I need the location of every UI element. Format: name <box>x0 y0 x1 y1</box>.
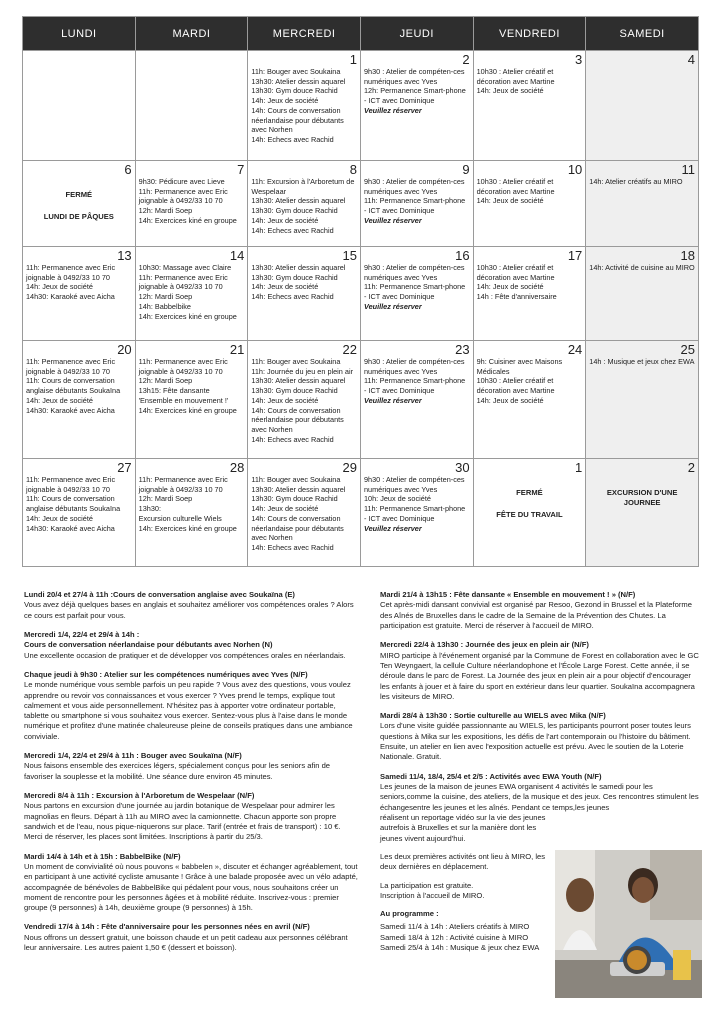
day-closed-label: FERMÉ <box>516 488 543 497</box>
day-number: 8 <box>349 162 357 177</box>
day-header-samedi: SAMEDI <box>586 17 699 51</box>
event-entry: 11h: Excursion à l'Arboretum de Wespelaar <box>251 177 355 196</box>
event-entry: 13h30: Atelier dessin aquarel <box>251 196 346 206</box>
event-entry: 12h: Mardi Soep <box>138 376 193 386</box>
day-number <box>26 53 132 66</box>
calendar-day-cell <box>473 341 586 459</box>
photo-illustration <box>555 850 702 998</box>
event-entry: 10h30 : Atelier créatif et décoration avec Martine <box>476 263 555 282</box>
calendar-day-cell <box>586 247 699 341</box>
calendar-day-cell <box>248 459 361 567</box>
day-number: 24 <box>567 342 583 357</box>
event-entry: 13h30: Gym douce Rachid <box>251 272 338 282</box>
event-entry: 14h: Echecs avec Rachid <box>251 434 334 444</box>
event-entry: 12h: Mardi Soep <box>138 494 193 504</box>
calendar-day-cell <box>473 161 586 247</box>
event-entry: 11h: Permanence Smart-phone - ICT avec Dominique <box>363 196 466 216</box>
day-number: 11 <box>681 162 695 177</box>
day-header-jeudi: JEUDI <box>360 17 473 51</box>
event-entry: 10h30 : Atelier créatif et décoration avec Martine <box>476 376 555 396</box>
calendar-week-row <box>23 247 699 341</box>
activity-description <box>380 711 700 763</box>
ewa-program-title: Au programme : <box>380 909 439 919</box>
event-entry: 14h: Exercices kiné en groupe <box>138 523 237 533</box>
day-number: 22 <box>342 342 357 357</box>
day-number: 20 <box>117 342 132 357</box>
calendar-day-cell <box>248 51 361 161</box>
event-entry: 11h: Bouger avec Soukaina <box>251 67 341 76</box>
calendar-day-cell <box>360 341 473 459</box>
ewa-intro: Les jeunes de la maison de jeunes EWA organisent 4 activités le samedi pour les seniors,comme la cuisine, des ateliers, de la musique et des jeux. Ces rencontres stimulent les échangesentre les jeunes et les aînés. Pendant ce temps,les jeunes <box>380 782 699 812</box>
event-entry: 13h30: Gym douce Rachid <box>251 206 338 216</box>
calendar-day-cell <box>360 247 473 341</box>
event-entry: 13h30: Gym douce Rachid <box>251 494 338 504</box>
calendar-day-cell <box>360 161 473 247</box>
event-entry: 13h30: Atelier dessin aquarel <box>251 484 346 494</box>
event-entry: 13h30: Atelier dessin aquarel <box>251 376 346 386</box>
calendar-day-cell <box>23 247 136 341</box>
event-entry: 12h: Mardi Soep <box>138 292 193 302</box>
calendar-week-row <box>23 161 699 247</box>
activity-body: Un moment de convivialité où nous pouvons « babbelen », discuter et échanger agréablement, tout en participant à une activité cycliste amusante ! Grâce à une balade proposée avec un vélo adapté, accompagnée de bénévoles de BabbelBike qui pédalent pour vous, nous souhaitons créer un moment de rencontre pour les personnes âgées et à mobilité réduite. Inscrivez-vous : premier groupe (9 personnes) à 14h, deuxième groupe (9 personnes) à 15h. <box>24 861 358 913</box>
event-entry: 13h30: <box>138 504 161 514</box>
day-number <box>139 53 245 66</box>
day-number: 25 <box>680 342 695 357</box>
day-number: 1 <box>349 52 357 67</box>
ewa-p2: Les deux premières activités ont lieu à MIRO, les deux dernières en déplacement. <box>380 851 546 872</box>
day-number: 1 <box>575 460 583 475</box>
day-number: 17 <box>567 248 583 263</box>
event-entry: 9h30 : Atelier de compéten-ces numériques avec Yves <box>363 263 465 282</box>
activity-title: Mardi 21/4 à 13h15 : Fête dansante « Ensemble en mouvement ! » (N/F) <box>380 590 636 599</box>
activity-body: Nous faisons ensemble des exercices légers, spécialement conçus pour les seniors afin de favoriser la souplesse et la mobilité. Une séance dure environ 45 minutes. <box>24 761 331 781</box>
day-number: 13 <box>117 248 132 263</box>
event-entry: 9h30 : Atelier de compéten-ces numériques avec Yves <box>363 67 465 86</box>
activity-body: MIRO participe à l'événement organisé par la Commune de Forest en collaboration avec le GC Ten Weyngaert, la cellule Culture néerlandophone et l'École Large Forest. Cette année, il se déroule dans le parc de Forest. La Journée des jeux en plein air a pour objectif d'encourager les enfants à jouer et à faire du sport en extérieur dans leur quartier. Soukaïna accompagnera les visiteurs de MIRO. <box>380 650 699 701</box>
event-entry: 14h: Jeux de société <box>476 282 544 292</box>
day-number: 14 <box>229 248 245 263</box>
event-entry: 11h: Permanence avec Eric joignable à 0492/33 10 70 <box>138 357 228 376</box>
calendar-day-cell <box>248 161 361 247</box>
activity-body: Cet après-midi dansant convivial est organisé par Resoo, Gezond in Brussel et la Plateforme des Aînés de Bruxelles dans le cadre de la Semaine de la Prévention des Chutes. La participation est gratuite. Merci de réserver à l'accueil de MIRO. <box>380 600 692 630</box>
calendar-week-row <box>23 341 699 459</box>
day-header-vendredi: VENDREDI <box>473 17 586 51</box>
calendar-header-row <box>23 17 699 51</box>
event-entry: 14h: Jeux de société <box>26 395 93 405</box>
event-entry: 10h30 : Atelier créatif et décoration avec Martine <box>476 67 555 86</box>
day-number: 9 <box>462 162 470 177</box>
day-number: 2 <box>462 52 470 67</box>
event-entry: 14h: Jeux de société <box>476 86 544 96</box>
activity-description <box>24 751 359 782</box>
day-number: 29 <box>342 460 357 475</box>
day-number: 30 <box>455 460 470 475</box>
event-entry: 14h: Jeux de société <box>251 395 319 405</box>
event-entry: 11h: Cours de conversation anglaise débutants Soukaïna <box>26 376 121 396</box>
day-number: 2 <box>687 460 695 475</box>
calendar-day-cell <box>360 51 473 161</box>
activity-title: Mardi 14/4 à 14h et à 15h : BabbelBike (N/F) <box>24 851 181 861</box>
event-entry: 13h30: Atelier dessin aquarel <box>251 76 346 86</box>
descriptions-left <box>24 590 359 962</box>
event-entry: 9h30 : Atelier de compéten-ces numériques avec Yves <box>363 475 465 494</box>
event-entry: 14h30: Karaoké avec Aicha <box>26 523 115 533</box>
event-entry: 11h: Permanence avec Eric joignable à 0492/33 10 70 <box>26 475 116 494</box>
ewa-program-item: Samedi 18/4 à 12h : Activité cuisine à MIRO <box>380 932 529 942</box>
activity-body: Une excellente occasion de pratiquer et de développer vos compétences orales en néerlandais. <box>24 650 346 660</box>
ewa-p3: La participation est gratuite. Inscription à l'accueil de MIRO. <box>380 880 485 900</box>
event-entry: 14h: Babbelbike <box>138 301 191 311</box>
event-entry: 14h: Jeux de société <box>251 215 319 225</box>
event-entry: 14h: Cours de conversation néerlandaise pour débutants avec Norhen <box>251 105 344 135</box>
activity-title: Mardi 28/4 à 13h30 : Sortie culturelle au WIELS avec Mika (N/F) <box>380 711 606 721</box>
calendar-day-cell <box>23 51 136 161</box>
event-entry: 14h: Atelier créatifs au MIRO <box>589 177 683 186</box>
activity-description <box>24 630 359 661</box>
event-entry: 14h: Jeux de société <box>251 282 319 292</box>
activity-description <box>24 852 359 914</box>
calendar-week-row <box>23 51 699 161</box>
day-header-mardi: MARDI <box>135 17 248 51</box>
activity-body: Nous partons en excursion d'une journée au jardin botanique de Wespelaar pour admirer les magnolias en fleurs. Départ à 11h au MIRO avec la camionnette. Chacun apporte son propre sandwich et de l'eau, nous pique-niquerons sur place. Tarif (entrée et frais de transport) : 10 €. Merci de réserver, les places sont limitées. Inscriptions à partir du 25/3. <box>24 801 341 842</box>
event-entry: 9h30 : Atelier de compéten-ces numériques avec Yves <box>363 177 465 196</box>
event-entry: 11h: Bouger avec Soukaina <box>251 357 341 366</box>
event-entry: 9h30: Pédicure avec Lieve <box>138 177 225 186</box>
day-number: 18 <box>680 248 695 263</box>
activity-description <box>380 590 700 631</box>
event-entry: 9h30 : Atelier de compéten-ces numériques avec Yves <box>363 357 465 376</box>
activity-body: Lors d'une visite guidée passionnante au WIELS, les participants pourront poser toutes leurs questions à Mika sur les expositions, les défis de l'art contemporain ou l'histoire du bâtiment. Ensuite, un atelier en lien avec l'exposition actuelle est prévu. Avec le soutien de la Loterie Nationale. Gratuit. <box>380 721 691 762</box>
event-entry: 13h15: Fête dansante 'Ensemble en mouvement !' <box>138 386 229 405</box>
event-entry: 12h: Mardi Soep <box>138 206 193 216</box>
calendar-day-cell <box>135 51 248 161</box>
activity-title: Lundi 20/4 et 27/4 à 11h :Cours de conversation anglaise avec Soukaïna (E) <box>24 590 295 599</box>
activity-description <box>24 670 359 742</box>
event-entry: 13h30: Gym douce Rachid <box>251 86 338 96</box>
activity-body: Nous offrons un dessert gratuit, une boisson chaude et un petit cadeau aux personnes célébrant leur anniversaire. Les autres paient 1,50 € (dessert et boisson). <box>24 932 348 953</box>
day-number: 16 <box>455 248 470 263</box>
day-closed-label: EXCURSION D'UNE JOURNEE <box>606 488 678 508</box>
event-entry: 11h: Permanence avec Eric joignable à 0492/33 10 70 <box>138 272 228 292</box>
event-entry: 10h30 : Atelier créatif et décoration avec Martine <box>476 177 555 196</box>
event-entry: 14h: Activité de cuisine au MIRO <box>589 263 695 272</box>
event-entry: 12h: Permanence Smart-phone - ICT avec Dominique <box>363 86 466 106</box>
day-number: 21 <box>229 342 245 357</box>
event-entry: 14h: Echecs avec Rachid <box>251 134 334 144</box>
day-header-mercredi: MERCREDI <box>248 17 361 51</box>
day-closed-label: LUNDI DE PÂQUES <box>43 212 114 222</box>
calendar-day-cell <box>135 341 248 459</box>
calendar-day-cell <box>360 459 473 567</box>
day-number: 28 <box>229 460 245 475</box>
calendar-body <box>23 51 699 567</box>
event-entry: 14h : Fête d'anniversaire <box>476 292 557 302</box>
calendar-day-cell <box>473 459 586 567</box>
event-entry: 14h: Cours de conversation néerlandaise pour débutants avec Norhen <box>251 513 344 543</box>
event-entry: 14h: Jeux de société <box>251 504 319 514</box>
event-entry: 11h: Permanence Smart-phone - ICT avec Dominique <box>363 376 466 396</box>
calendar-day-cell <box>586 161 699 247</box>
day-number: 3 <box>575 52 583 67</box>
activity-description <box>24 922 359 953</box>
event-entry: 14h: Exercices kiné en groupe <box>138 215 237 225</box>
youth-cooking-photo <box>555 850 702 998</box>
calendar-day-cell <box>248 341 361 459</box>
event-entry: 14h : Musique et jeux chez EWA <box>589 357 695 366</box>
ewa-program-item: Samedi 11/4 à 14h : Ateliers créatifs à MIRO <box>380 922 530 932</box>
activity-title: Chaque jeudi à 9h30 : Atelier sur les compétences numériques avec Yves (N/F) <box>24 669 308 679</box>
calendar-day-cell <box>135 247 248 341</box>
event-entry: 14h: Jeux de société <box>476 196 544 206</box>
event-entry: 14h: Echecs avec Rachid <box>251 542 334 552</box>
event-entry: 11h: Permanence avec Eric joignable à 0492/33 10 70 <box>26 263 116 282</box>
day-number: 7 <box>237 162 245 177</box>
event-entry: 14h: Echecs avec Rachid <box>251 225 334 235</box>
reservation-note: Veuillez réserver <box>363 301 422 311</box>
event-entry: 14h: Echecs avec Rachid <box>251 292 334 302</box>
reservation-note: Veuillez réserver <box>363 523 422 533</box>
event-entry: 11h: Cours de conversation anglaise débutants Soukaïna <box>26 494 121 514</box>
activity-title: Mercredi 8/4 à 11h : Excursion à l'Arboretum de Wespelaar (N/F) <box>24 791 255 800</box>
event-entry: 11h: Journée du jeu en plein air <box>251 366 354 376</box>
event-entry: 13h30: Atelier dessin aquarel <box>251 263 346 272</box>
ewa-narrow: réalisent un reportage vidéo sur la vie des jeunes autrefois à Bruxelles et sur la manière dont les jeunes vivent aujourd'hui. <box>380 812 546 843</box>
calendar-day-cell <box>248 247 361 341</box>
calendar-day-cell <box>473 247 586 341</box>
event-entry: 10h: Jeux de société <box>363 494 431 504</box>
event-entry: Excursion culturelle Wiels <box>138 513 222 523</box>
ewa-program-item: Samedi 25/4 à 14h : Musique & jeux chez EWA <box>380 943 540 953</box>
event-entry: 11h: Permanence Smart-phone - ICT avec Dominique <box>363 282 466 302</box>
event-entry: 14h: Jeux de société <box>26 282 93 292</box>
event-entry: 11h: Bouger avec Soukaina <box>251 475 341 484</box>
activity-title: Mercredi 1/4, 22/4 et 29/4 à 14h : Cours de conversation néerlandaise pour débutants avec Norhen (N) <box>24 629 273 650</box>
event-entry: 11h: Permanence Smart-phone - ICT avec Dominique <box>363 504 466 523</box>
reservation-note: Veuillez réserver <box>363 395 422 405</box>
day-number: 15 <box>342 248 357 263</box>
event-entry: 11h: Permanence avec Eric joignable à 0492/33 10 70 <box>138 186 228 206</box>
event-entry: 13h30: Gym douce Rachid <box>251 386 338 396</box>
calendar-day-cell <box>135 161 248 247</box>
event-entry: 14h: Exercices kiné en groupe <box>138 405 237 415</box>
event-entry: 14h: Jeux de société <box>26 513 93 523</box>
calendar-day-cell <box>473 51 586 161</box>
event-entry: 11h: Permanence avec Eric joignable à 0492/33 10 70 <box>138 475 228 494</box>
activity-title: Mercredi 1/4, 22/4 et 29/4 à 11h : Bouger avec Soukaïna (N/F) <box>24 751 242 761</box>
event-entry: 14h: Jeux de société <box>251 96 319 106</box>
reservation-note: Veuillez réserver <box>363 105 422 115</box>
calendar-day-cell <box>23 161 136 247</box>
calendar-table <box>22 16 699 567</box>
activity-description <box>380 640 700 702</box>
activity-description <box>24 791 359 843</box>
day-number: 10 <box>567 162 583 177</box>
calendar-week-row <box>23 459 699 567</box>
activity-description <box>24 590 359 621</box>
day-header-lundi: LUNDI <box>23 17 136 51</box>
activity-title: Vendredi 17/4 à 14h : Fête d'anniversaire pour les personnes nées en avril (N/F) <box>24 922 310 932</box>
event-entry: 14h: Exercices kiné en groupe <box>138 311 237 321</box>
ewa-title: Samedi 11/4, 18/4, 25/4 et 2/5 : Activités avec EWA Youth (N/F) <box>380 771 602 781</box>
event-entry: 14h: Cours de conversation néerlandaise pour débutants avec Norhen <box>251 405 344 434</box>
calendar-day-cell <box>23 459 136 567</box>
reservation-note: Veuillez réserver <box>363 215 422 225</box>
calendar-day-cell <box>586 459 699 567</box>
calendar-day-cell <box>135 459 248 567</box>
activity-title: Mercredi 22/4 à 13h30 : Journée des jeux en plein air (N/F) <box>380 640 589 650</box>
activity-body: Vous avez déjà quelques bases en anglais et souhaitez améliorer vos compétences orales ? Alors ce cours est parfait pour vous. <box>24 600 354 620</box>
activity-body: Le monde numérique vous semble parfois un peu rapide ? Vous avez des questions, vous voulez apprendre ou revoir vos connaissances et vous exercer ? Yves prend le temps, explique tout calmement et vous aide personnellement. N'hésitez pas à apporter votre ordinateur portable, tablette ou smartphone si vous souhaitez vous exercer. Sentez-vous plus à l'aise dans le monde numérique et profitez d'une matinée chaleureuse pleine de conseils pratiques dans une ambiance conviviale. <box>24 680 353 741</box>
event-entry: 14h30: Karaoké avec Aicha <box>26 292 115 302</box>
day-number: 6 <box>124 162 132 177</box>
event-entry: 10h30: Massage avec Claire <box>138 263 232 272</box>
day-number: 27 <box>117 460 132 475</box>
day-closed-label: FERMÉ <box>65 190 93 199</box>
event-entry: 14h: Jeux de société <box>476 395 544 405</box>
calendar-day-cell <box>586 341 699 459</box>
event-entry: 9h: Cuisiner avec Maisons Médicales <box>476 357 563 376</box>
event-entry: 11h: Permanence avec Eric joignable à 0492/33 10 70 <box>26 357 116 376</box>
event-entry: 14h30: Karaoké avec Aicha <box>26 405 115 415</box>
calendar-day-cell <box>23 341 136 459</box>
day-closed-label: FÊTE DU TRAVAIL <box>496 510 563 520</box>
day-number: 4 <box>687 52 695 67</box>
calendar-day-cell <box>586 51 699 161</box>
day-number: 23 <box>455 342 470 357</box>
